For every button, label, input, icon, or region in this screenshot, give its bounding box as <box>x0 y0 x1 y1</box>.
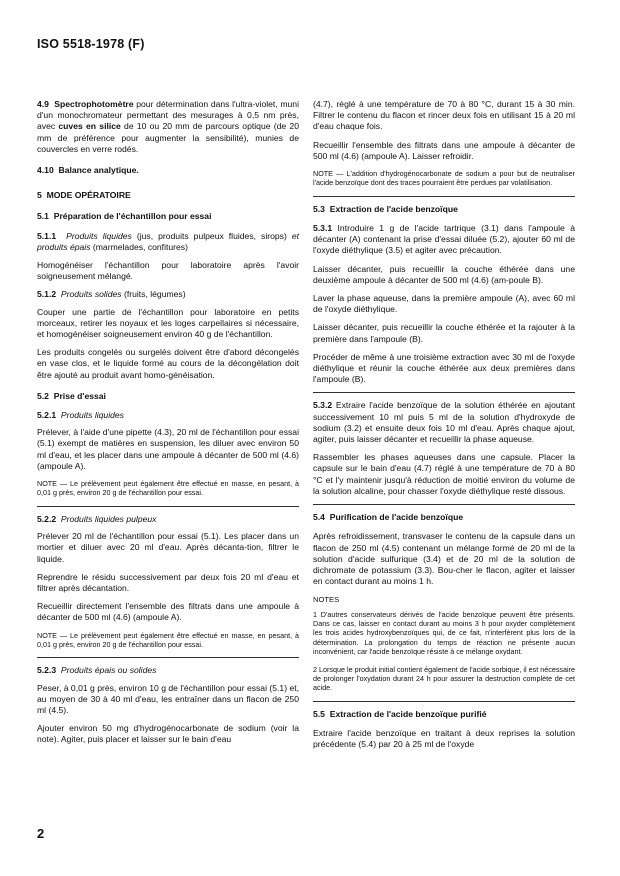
paragraph: Homogénéiser l'échantillon pour laboratoire après l'avoir soigneusement mélangé. <box>37 260 299 282</box>
clause-number: 5.4 <box>313 512 325 523</box>
paragraph-text: Introduire 1 g de l'acide tartrique (3.1) dans l'ampoule à décanter (A) contenant la prise d'essai diluée (5.2), ajouter 60 ml de l'oxyde diéthylique (3.5) et agiter avec précaution. <box>313 223 575 256</box>
section-5-3-heading <box>313 204 575 215</box>
clause-number: 5.3 <box>313 203 325 214</box>
clause-number: 5.3.2 <box>313 400 333 411</box>
paragraph: Peser, à 0,01 g près, environ 10 g de l'échantillon pour essai (5.1) et, au moyen de 30 à 40 ml d'eau, les entraîner dans un flacon de 250 ml (4.5). <box>37 682 299 715</box>
section-5-2-1 <box>37 410 299 421</box>
clause-number: 5.5 <box>313 708 325 719</box>
heading-text: Balance analytique. <box>58 165 139 176</box>
italic-term: Produits épais ou solides <box>60 665 157 676</box>
paragraph: Procéder de même à une troisième extraction avec 30 ml de l'oxyde diéthylique et réunir la couche éthérée aux deux premières dans l'ampoule (B). <box>313 351 575 385</box>
clause-number: 5.3.1 <box>313 223 333 234</box>
paragraph: Couper une partie de l'échantillon pour laboratoire en petits morceaux, retirer les noyaux et les loges carpellaires si nécessaire, et homogénéiser soigneusement environ 40 g de l'échantillon. <box>37 306 299 340</box>
paragraph: Rassembler les phases aqueuses dans une capsule. Placer la capsule sur le bain d'eau (4.7) réglé à une température de 70 à 80 °C et l'y maintenir jusqu'à réduction de moitié environ du volume de la solution alcaline, pour chasser l'oxyde diéthylique resté dissous. <box>313 452 575 496</box>
note: NOTE — Le prélèvement peut également être effectué en masse, en pesant, à 0,01 g près, environ 20 g de l'échantillon pour essai. <box>37 479 299 498</box>
heading-text: Prise d'essai <box>53 390 106 401</box>
paragraph: Reprendre le résidu successivement par deux fois 20 ml d'eau et filtrer après décantation. <box>37 571 299 593</box>
heading-text: Purification de l'acide benzoïque <box>329 512 464 523</box>
heading-text: MODE OPÉRATOIRE <box>46 190 131 201</box>
paragraph-text: pour détermination dans l'ultra-violet, muni d'un monochromateur permettant des mesurages à 0,5 nm près, avec <box>37 99 299 132</box>
clause-number: 5.1 <box>37 211 49 222</box>
paragraph: Recueillir directement l'ensemble des filtrats dans une ampoule à décanter de 500 ml (4.6) (ampoule A). <box>37 601 299 623</box>
clause-number: 5.2.3 <box>37 665 57 676</box>
clause-number: 5.2.2 <box>37 513 57 524</box>
paragraph-text: Extraire l'acide benzoïque de la solution éthérée en ajoutant successivement 10 ml puis 5 ml de la solution d'hydroxyde de sodium (3.2) et ensuite deux fois 10 ml d'eau. Après chaque ajout, agiter, puis laisser décanter et recueillir la phase aqueuse. <box>313 400 575 445</box>
section-5-heading <box>37 190 299 201</box>
paragraph-text: (marmelades, confitures) <box>90 241 188 252</box>
notes-title: NOTES <box>313 595 340 605</box>
section-5-3-1 <box>313 223 575 257</box>
paragraph-text: de 10 ou 20 mm de parcours optique (de 20 mm de préférence pour augmenter la sensibilité), munies de couvercles en verre rodés. <box>37 121 299 154</box>
heading-text: Préparation de l'échantillon pour essai <box>53 211 212 222</box>
page-number: 2 <box>37 826 45 841</box>
paragraph-text: (fruits, légumes) <box>121 289 186 300</box>
paragraph: Ajouter environ 50 mg d'hydrogénocarbonate de sodium (voir la note). Agiter, puis placer et laisser sur le bain d'eau <box>37 723 299 745</box>
clause-number: 5.1.1 <box>37 230 57 241</box>
section-4-10 <box>37 165 299 176</box>
paragraph: Extraire l'acide benzoïque en traitant à deux reprises la solution précédente (5.4) par 20 à 25 ml de l'oxyde <box>313 727 575 750</box>
paragraph: Après refroidissement, transvaser le contenu de la capsule dans un flacon de 250 ml (4.5) contenant un mélange formé de 20 ml de la solution d'acide sulfurique (3.4) et de 20 ml de la solution de dichromate de potassium (3.3). Bou-cher le flacon, agiter et laisser en contact durant au moins 1 h. <box>313 531 575 587</box>
italic-term: Produits liquides <box>60 410 124 421</box>
section-5-2-heading <box>37 391 299 402</box>
section-5-2-3 <box>37 665 299 676</box>
section-5-1-2 <box>37 289 299 300</box>
note: 2 Lorsque le produit initial contient également de l'acide sorbique, il est nécessaire de prolonger l'oxydation durant 24 h pour assurer la destruction complète de cet acide. <box>313 664 575 693</box>
clause-number: 5.1.2 <box>37 289 57 300</box>
section-5-2-2 <box>37 514 299 525</box>
divider <box>313 504 575 505</box>
section-5-1-heading <box>37 211 299 222</box>
note: NOTE — Le prélèvement peut également être effectué en masse, en pesant, à 0,01 g près, environ 20 g de l'échantillon pour essai. <box>37 630 299 649</box>
clause-number: 5 <box>37 190 42 201</box>
paragraph: (4.7), réglé à une température de 70 à 80 °C, durant 15 à 30 min. Filtrer le contenu du flacon et rincer deux fois en utilisant 15 à 20 ml d'eau chaque fois. <box>313 99 575 132</box>
paragraph: Recueillir l'ensemble des filtrats dans une ampoule à décanter de 500 ml (4.6) (ampoule A). Laisser refroidir. <box>313 139 575 161</box>
divider <box>313 701 575 702</box>
paragraph: Prélever, à l'aide d'une pipette (4.3), 20 ml de l'échantillon pour essai (5.1) exempt de matières en suspension, les diluer avec environ 50 ml d'eau, et les placer dans une ampoule à décanter de 500 ml (4.6) (ampoule A). <box>37 427 299 471</box>
section-5-4-heading <box>313 512 575 523</box>
paragraph-text: (jus, produits pulpeux fluides, sirops) <box>131 230 292 241</box>
italic-term: Produits solides <box>60 289 122 300</box>
heading-text: Extraction de l'acide benzoïque purifié <box>329 708 487 719</box>
divider <box>37 506 299 507</box>
section-4-9 <box>37 99 299 155</box>
divider <box>313 196 575 197</box>
section-5-5-heading <box>313 709 575 720</box>
document-header: ISO 5518-1978 (F) <box>37 37 145 51</box>
paragraph: Prélever 20 ml de l'échantillon pour essai (5.1). Les placer dans un mortier et diluer avec 20 ml d'eau. Après décanta-tion, filtrer le liquide. <box>37 531 299 564</box>
paragraph: Laisser décanter, puis recueillir la couche éthérée dans une deuxième ampoule à décanter de 500 ml (4.6) (am-poule B). <box>313 263 575 285</box>
divider <box>313 392 575 393</box>
italic-term: Produits liquides <box>66 230 132 241</box>
paragraph: Laisser décanter, puis recueillir la couche éthérée et la rajouter à la première dans l'ampoule (B). <box>313 322 575 344</box>
clause-number: 4.9 <box>37 99 49 109</box>
italic-term: Produits liquides pulpeux <box>60 513 157 524</box>
italic-term: et produits épais <box>37 230 299 252</box>
clause-number: 5.2.1 <box>37 410 57 421</box>
section-5-1-1 <box>37 231 299 253</box>
right-column <box>313 99 575 757</box>
bold-term: Spectrophotomètre <box>54 99 134 109</box>
paragraph: Les produits congelés ou surgelés doivent être d'abord décongelés en vase clos, et le liquide formé au cours de la décongélation doit être ajouté au produit avant homo-généisation. <box>37 347 299 380</box>
bold-term: cuves en silice <box>58 121 121 132</box>
section-5-3-2 <box>313 400 575 445</box>
left-column <box>37 99 299 753</box>
note: NOTE — L'addition d'hydrogénocarbonate de sodium a pour but de neutraliser l'acide benzoïque dont des traces pourraient être perdues par volatilisation. <box>313 169 575 188</box>
clause-number: 5.2 <box>37 390 49 401</box>
paragraph: Laver la phase aqueuse, dans la première ampoule (A), avec 60 ml de l'oxyde diéthylique. <box>313 293 575 315</box>
heading-text: Extraction de l'acide benzoïque <box>329 203 458 214</box>
note: 1 D'autres conservateurs dérivés de l'acide benzoïque peuvent être présents. Dans ce cas, laisser en contact durant au moins 3 h pour oxyder complètement les trois acides hydroxybenzoïques qui, de ce fait, n'interfèrent plus lors de la détermination. La prolongation du temps de réaction ne présente aucun inconvénient, car l'acide benzoïque résiste à ce mélange oxydant. <box>313 609 575 657</box>
divider <box>37 657 299 658</box>
clause-number: 4.10 <box>37 165 54 176</box>
